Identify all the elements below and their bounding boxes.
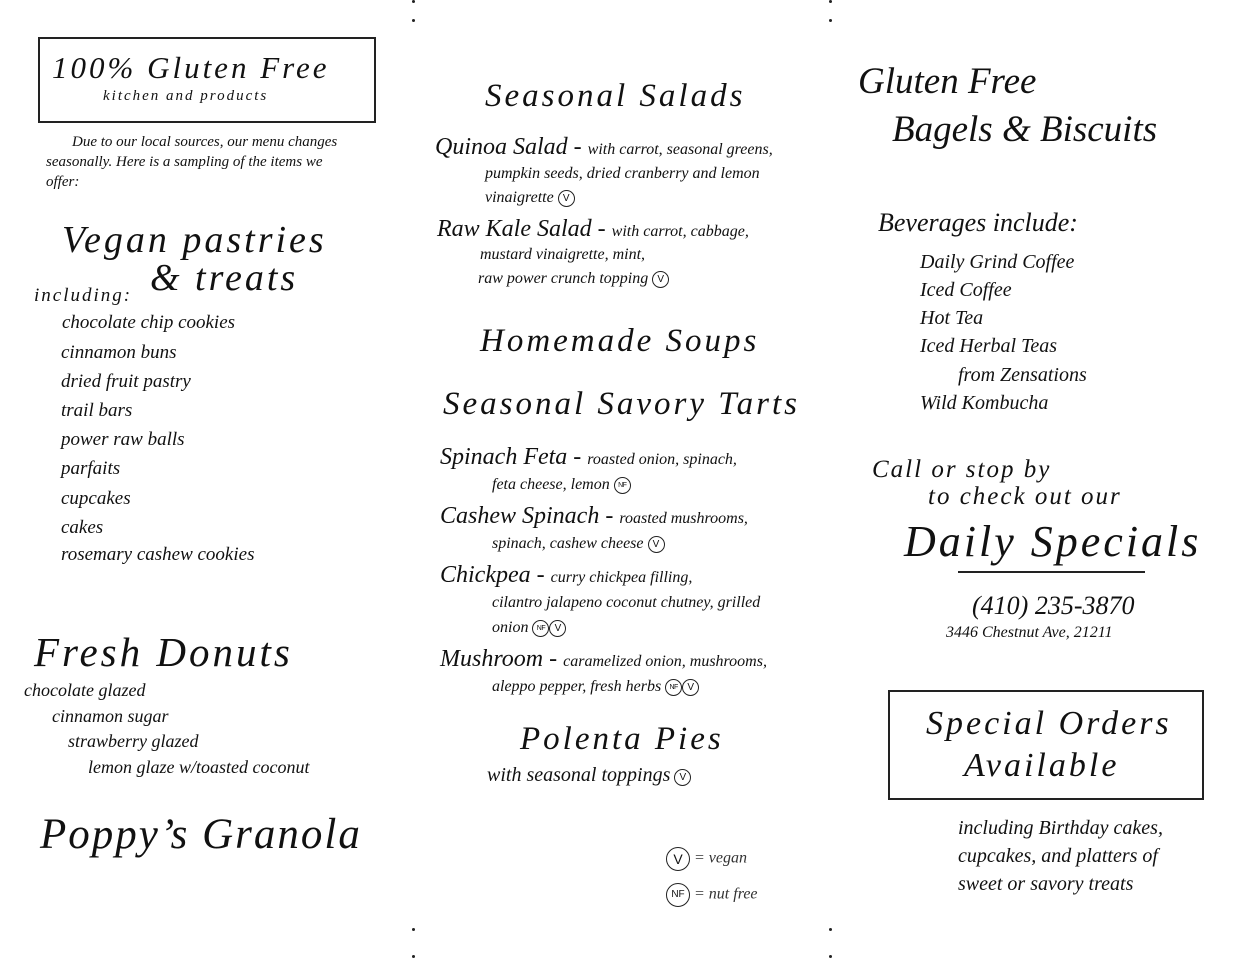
donut-item: cinnamon sugar xyxy=(52,706,169,726)
soups-heading: Homemade Soups xyxy=(480,323,760,359)
beverage-item: from Zensations xyxy=(958,364,1087,386)
cashew-spinach xyxy=(440,503,748,530)
vegan-heading: Vegan pastries xyxy=(62,219,327,261)
quinoa-salad xyxy=(435,134,773,161)
quinoa-name: Quinoa Salad - xyxy=(435,134,588,160)
beverage-item: Hot Tea xyxy=(920,307,984,329)
vegan-icon: V xyxy=(652,271,669,288)
daily-specials-heading: Daily Specials xyxy=(904,517,1202,566)
vegan-item: trail bars xyxy=(61,400,133,421)
spinach-feta xyxy=(440,444,737,471)
donut-item: lemon glaze w/toasted coconut xyxy=(88,757,310,777)
call-text: Call or stop by xyxy=(872,456,1052,483)
chickpea-tart xyxy=(440,562,692,589)
intro-line: Due to our local sources, our menu changes xyxy=(72,134,338,150)
vegan-item: chocolate chip cookies xyxy=(62,312,236,333)
vegan-icon: V xyxy=(558,190,575,207)
call-text: to check out our xyxy=(928,483,1122,510)
legend-nut-free xyxy=(666,883,758,907)
mushroom-desc: aleppo pepper, fresh herbs xyxy=(492,678,662,695)
vegan-item: rosemary cashew cookies xyxy=(61,544,255,565)
polenta-heading: Polenta Pies xyxy=(520,721,724,757)
special-orders-desc: including Birthday cakes, xyxy=(958,817,1163,839)
mushroom-desc: caramelized onion, mushrooms, xyxy=(563,653,767,670)
beverage-item: Wild Kombucha xyxy=(920,392,1049,414)
legend-nut-free-text: = nut free xyxy=(694,885,758,903)
vegan-icon: V xyxy=(682,679,699,696)
kale-salad xyxy=(437,216,749,243)
donut-item: chocolate glazed xyxy=(24,680,146,700)
polenta-sub-line xyxy=(487,764,691,787)
chickpea-desc: cilantro jalapeno coconut chutney, grilled xyxy=(492,594,761,611)
fold-mark xyxy=(829,19,832,22)
nut-free-icon: NF xyxy=(666,883,690,907)
spinach-name: Spinach Feta - xyxy=(440,444,588,470)
mushroom-name: Mushroom - xyxy=(440,646,564,672)
beverage-item: Iced Herbal Teas xyxy=(920,335,1058,357)
spinach-desc: roasted onion, spinach, xyxy=(587,451,737,468)
vegan-icon: V xyxy=(648,536,665,553)
kale-name: Raw Kale Salad - xyxy=(437,216,612,242)
fold-mark xyxy=(412,19,415,22)
chickpea-name: Chickpea - xyxy=(440,562,551,588)
cashew-desc: roasted mushrooms, xyxy=(619,510,748,527)
nut-free-icon: NF xyxy=(532,620,549,637)
special-orders-desc: sweet or savory treats xyxy=(958,873,1134,895)
including-label: including: xyxy=(34,285,133,306)
chickpea-desc-last xyxy=(492,619,566,637)
vegan-heading: & treats xyxy=(150,257,299,299)
special-orders-desc: cupcakes, and platters of xyxy=(958,845,1158,867)
beverage-item: Iced Coffee xyxy=(920,279,1012,301)
mushroom-desc-last xyxy=(492,678,699,696)
beverage-item: Daily Grind Coffee xyxy=(920,251,1075,273)
fold-mark xyxy=(412,955,415,958)
vegan-item: cakes xyxy=(61,517,104,538)
vegan-item: cinnamon buns xyxy=(61,342,177,363)
vegan-item: power raw balls xyxy=(61,429,185,450)
legend-vegan xyxy=(666,847,747,871)
fold-mark xyxy=(829,0,832,3)
kale-desc: mustard vinaigrette, mint, xyxy=(480,246,646,263)
cashew-name: Cashew Spinach - xyxy=(440,503,620,529)
vegan-item: parfaits xyxy=(61,458,121,479)
spinach-desc: feta cheese, lemon xyxy=(492,476,610,493)
address: 3446 Chestnut Ave, 21211 xyxy=(946,624,1113,641)
kale-desc: with carrot, cabbage, xyxy=(611,223,749,240)
vegan-icon: V xyxy=(666,847,690,871)
donut-item: strawberry glazed xyxy=(68,731,199,751)
fold-mark xyxy=(829,928,832,931)
bagels-heading: Gluten Free xyxy=(858,61,1037,102)
cashew-desc-last xyxy=(492,535,665,553)
special-orders-heading: Available xyxy=(964,747,1120,784)
fold-mark xyxy=(412,928,415,931)
vegan-icon: V xyxy=(674,769,691,786)
nut-free-icon: NF xyxy=(614,477,631,494)
salads-heading: Seasonal Salads xyxy=(485,78,746,114)
tarts-heading: Seasonal Savory Tarts xyxy=(443,386,800,422)
donuts-heading: Fresh Donuts xyxy=(34,629,293,675)
intro-line: offer: xyxy=(46,174,80,190)
quinoa-desc-last xyxy=(485,189,575,207)
intro-line: seasonally. Here is a sampling of the items we xyxy=(46,154,323,170)
spinach-desc-last xyxy=(492,476,631,494)
gluten-free-title: 100% Gluten Free xyxy=(52,50,330,85)
polenta-subtitle: with seasonal toppings xyxy=(487,764,671,786)
kale-desc-last xyxy=(478,270,669,288)
vegan-item: dried fruit pastry xyxy=(61,371,191,392)
vegan-icon: V xyxy=(549,620,566,637)
daily-specials-underline xyxy=(958,571,1145,573)
quinoa-desc: vinaigrette xyxy=(485,189,554,206)
phone-number: (410) 235-3870 xyxy=(972,591,1135,620)
granola-heading: Poppy’s Granola xyxy=(40,811,362,858)
chickpea-desc: curry chickpea filling, xyxy=(550,569,693,586)
legend-vegan-text: = vegan xyxy=(694,849,747,867)
gluten-free-subtitle: kitchen and products xyxy=(103,88,269,104)
chickpea-desc: onion xyxy=(492,619,529,636)
bagels-heading: Bagels & Biscuits xyxy=(892,109,1158,150)
fold-mark xyxy=(412,0,415,3)
fold-mark xyxy=(829,955,832,958)
vegan-item: cupcakes xyxy=(61,488,131,509)
mushroom-tart xyxy=(440,646,767,673)
kale-desc: raw power crunch topping xyxy=(478,270,649,287)
nut-free-icon: NF xyxy=(665,679,682,696)
cashew-desc: spinach, cashew cheese xyxy=(492,535,644,552)
special-orders-heading: Special Orders xyxy=(926,705,1172,742)
beverages-heading: Beverages include: xyxy=(878,208,1078,237)
quinoa-desc: pumpkin seeds, dried cranberry and lemon xyxy=(485,165,760,182)
quinoa-desc: with carrot, seasonal greens, xyxy=(587,141,773,158)
